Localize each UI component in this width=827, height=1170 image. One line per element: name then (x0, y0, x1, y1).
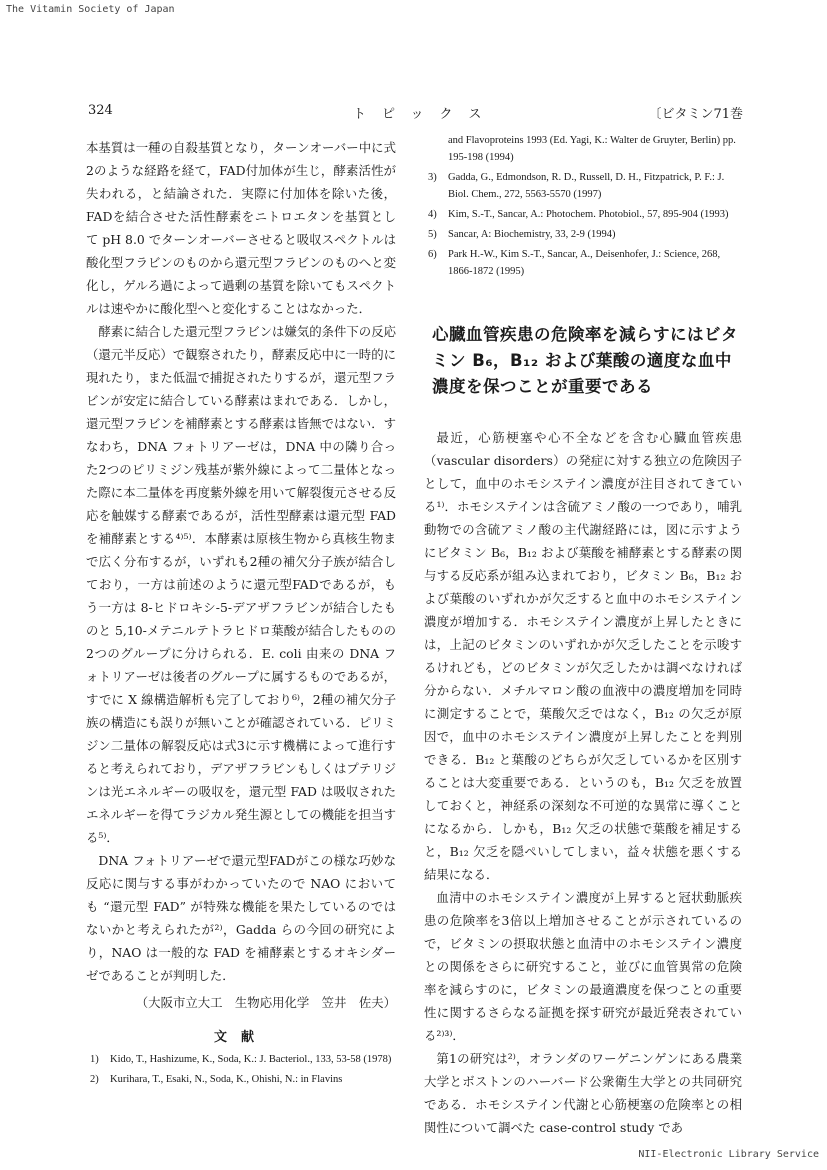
left-column (86, 136, 396, 1091)
reference-list-continued (424, 132, 742, 280)
reference-item: 6) Park H.-W., Kim S.-T., Sancar, A., Deisenhofer, J.: Science, 268, 1866-1872 (1995) (428, 249, 721, 277)
paragraph: DNA フォトリアーゼで還元型FADがこの様な巧妙な反応に関与する事がわかっていたので NAO においても “還元型 FAD” が特殊な機能を果たしているのではないかと考えられたが²⁾，Gadda らの今回の研究により，NAO は一般的な FAD を補酵素とするオキシダーゼであることが判明した． (86, 853, 396, 983)
references-heading: 文献 (213, 1030, 268, 1045)
section-title: トピックス (353, 107, 498, 122)
archive-banner-top: The Vitamin Society of Japan (6, 4, 175, 15)
reference-item: 1) Kido, T., Hashizume, K., Soda, K.: J. Bacteriol., 133, 53-58 (1978) (90, 1054, 392, 1065)
reference-item: 3) Gadda, G., Edmondson, R. D., Russell, D. H., Fitzpatrick, P. F.: J. Biol. Chem., 272, 5563-5570 (1997) (428, 172, 725, 200)
author-affiliation: （大阪市立大工 生物応用化学 笠井 佐夫） (135, 995, 396, 1010)
article-headline: 心臓血管疾患の危険率を減らすにはビタミン B₆，B₁₂ および葉酸の適度な血中濃度を保つことが重要である (432, 325, 738, 396)
paragraph: 血清中のホモシステイン濃度が上昇すると冠状動脈疾患の危険率を3倍以上増加させることが示されているので，ビタミンの摂取状態と血清中のホモシステイン濃度との関係をさらに研究すること，並びに血管異常の危険率を減らすのに，ビタミンの最適濃度を保つことの重要性に関するさらなる証拠を探す研究が最近発表されている²⁾³⁾． (424, 890, 742, 1043)
page-header (88, 103, 743, 123)
page-number: 324 (88, 103, 113, 118)
right-column (424, 132, 742, 1139)
reference-item: 2) Kurihara, T., Esaki, N., Soda, K., Ohishi, N.: in Flavins (90, 1074, 343, 1085)
reference-item: and Flavoproteins 1993 (Ed. Yagi, K.: Walter de Gruyter, Berlin) pp. 195-198 (1994) (448, 135, 736, 163)
left-body (86, 136, 396, 987)
journal-volume: 〔ビタミン71巻 (648, 107, 743, 122)
reference-list (86, 1051, 396, 1088)
paragraph: 第1の研究は²⁾，オランダのワーゲニンゲンにある農業大学とボストンのハーバード公衆衛生大学との共同研究である．ホモシステイン代謝と心筋梗塞の危険率との相関性について調べた case-control study であ (424, 1051, 742, 1135)
paragraph: 本基質は一種の自殺基質となり，ターンオーバー中に式2のような経路を経て，FAD付加体が生じ，酵素活性が失われる，と結論された．実際に付加体を除いた後，FADを結合させた活性酵素をニトロエタンを基質として pH 8.0 でターンオーバーさせると吸収スペクトルは酸化型フラビンのものから還元型フラビンのものへと変化し，ゲルろ過によって過剰の基質を除いてもスペクトルは速やかに酸化型へと変化することはなかった． (86, 140, 396, 316)
right-body (424, 426, 742, 1139)
paragraph: 酵素に結合した還元型フラビンは嫌気的条件下の反応（還元半反応）で観察されたり，酵素反応中に一時的に現れたり，また低温で捕捉されたりするが，還元型フラビンが安定に結合している酵素はまれである．しかし，還元型フラビンを補酵素とする酵素は皆無ではない．すなわち，DNA フォトリアーゼは，DNA 中の隣り合った2つのピリミジン残基が紫外線によって二量体となった際に本二量体を再度紫外線を用いて解裂復元させる反応を触媒する酵素であるが，活性型酵素は還元型 FAD を補酵素とする⁴⁾⁵⁾．本酵素は原核生物から真核生物まで広く分布するが，いずれも2種の補欠分子族が結合しており，一方は前述のように還元型FADであるが，もう一方は 8-ヒドロキシ-5-デアザフラビンが結合したものと 5,10-メテニルテトラヒドロ葉酸が結合したものの2つのグループに分けられる．E. coli 由来の DNA フォトリアーゼは後者のグループに属するものであるが，すでに X 線構造解析も完了しており⁶⁾，2種の補欠分子族の構造にも誤りが無いことが確認されている．ピリミジン二量体の解裂反応は式3に示す機構によって進行すると考えられており，デアザフラビンもしくはプテリジンは光エネルギーの吸収を，還元型 FAD は吸収されたエネルギーを得てラジカル発生源としての機能を担当する⁵⁾． (86, 324, 396, 845)
reference-item: 4) Kim, S.-T., Sancar, A.: Photochem. Photobiol., 57, 895-904 (1993) (428, 209, 729, 220)
archive-banner-bottom: NII-Electronic Library Service (638, 1149, 819, 1160)
reference-item: 5) Sancar, A: Biochemistry, 33, 2-9 (1994) (428, 229, 616, 240)
paragraph: 最近，心筋梗塞や心不全などを含む心臓血管疾患（vascular disorders）の発症に対する独立の危険因子として，血中のホモシステイン濃度が注目されてきている¹⁾．ホモシステインは含硫アミノ酸の一つであり，哺乳動物での含硫アミノ酸の主代謝経路には，図に示すようにビタミン B₆，B₁₂ および葉酸を補酵素とする酵素の関与する反応系が組み込まれており，ビタミン B₆，B₁₂ および葉酸のいずれかが欠乏すると血中のホモシステイン濃度が増加する．ホモシステイン濃度が上昇したときには，上記のビタミンのいずれかが欠乏したことを示唆するけれども，どのビタミンが欠乏したかは調べなければ分からない．メチルマロン酸の血液中の濃度増加を同時に測定することで，葉酸欠乏ではなく，B₁₂ の欠乏が原因で，血中のホモシステイン濃度が上昇したことを判別できる．B₁₂ と葉酸のどちらが欠乏しているかを区別することは大変重要である．というのも，B₁₂ 欠乏を放置しておくと，神経系の深刻な不可逆的な異常に導くことになるから．しかも，B₁₂ 欠乏の状態で葉酸を補足すると，B₁₂ 欠乏を隠ぺいしてしまい，益々状態を悪くする結果になる． (424, 430, 742, 882)
